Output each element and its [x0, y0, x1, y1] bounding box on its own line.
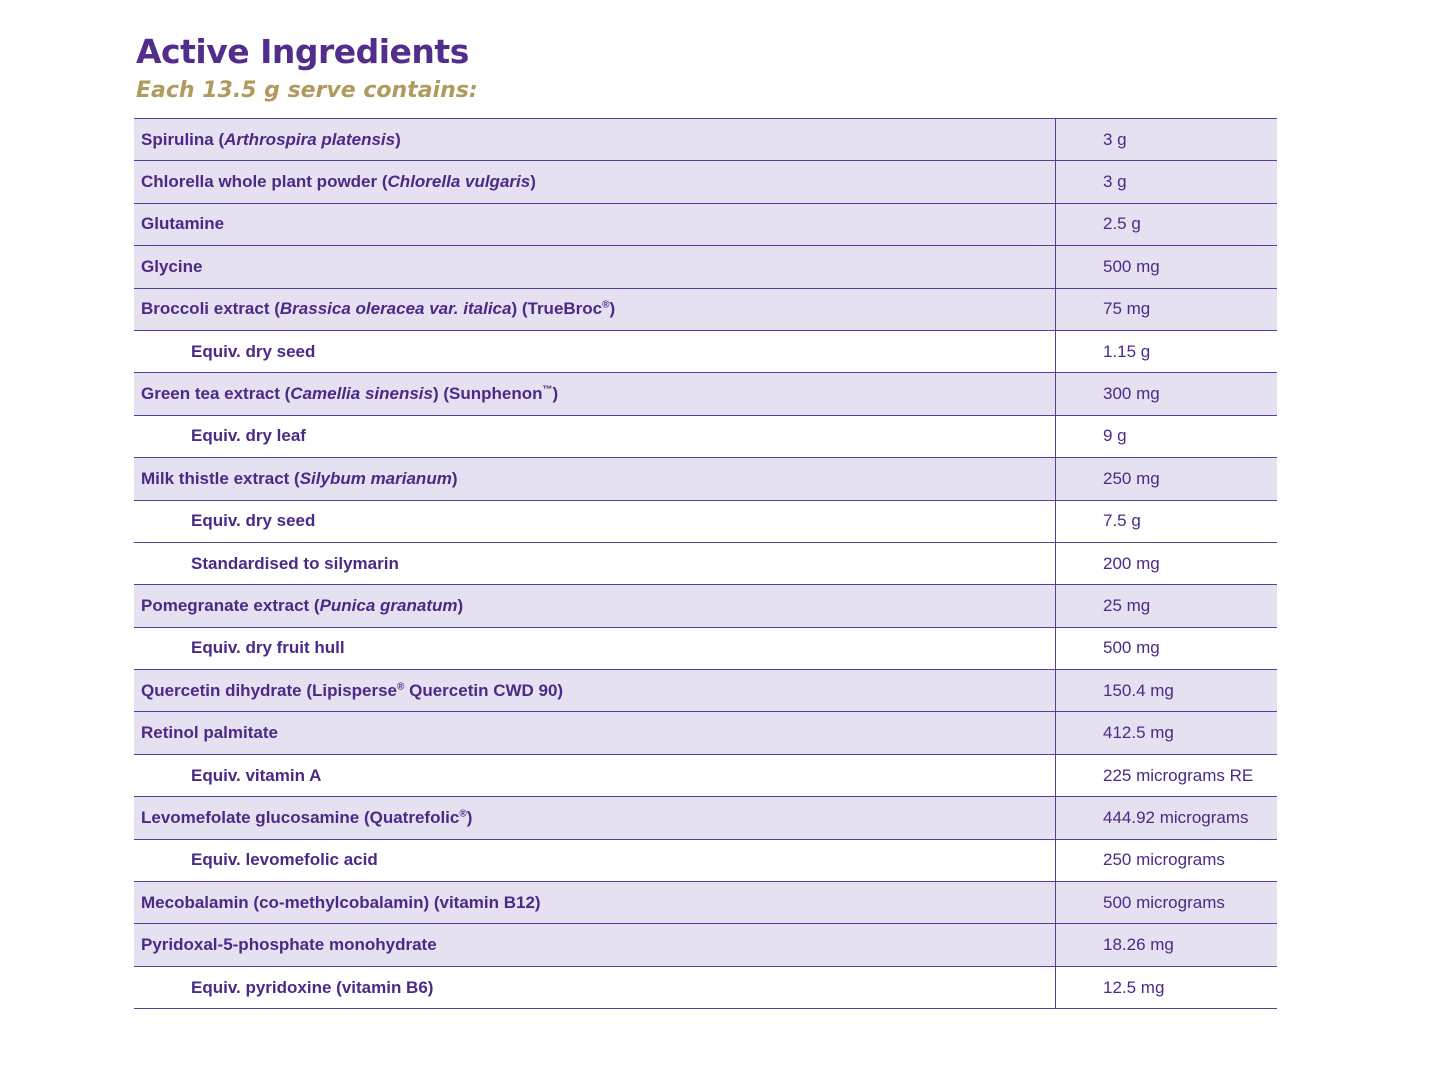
ingredient-name-text: Broccoli extract (	[141, 299, 280, 319]
ingredient-name-text: Equiv. dry seed	[191, 511, 316, 531]
ingredient-name-text: Glycine	[141, 256, 203, 276]
ingredient-row	[134, 246, 1277, 288]
ingredient-name-text: Glutamine	[141, 214, 225, 234]
botanical-name: Brassica oleracea var. italica	[279, 299, 512, 319]
ingredient-name	[134, 585, 1056, 627]
ingredient-amount: 3 g	[1056, 161, 1278, 203]
ingredient-amount: 250 mg	[1056, 458, 1278, 500]
ingredient-amount: 3 g	[1056, 119, 1278, 161]
ingredient-name-text: )	[552, 384, 559, 404]
ingredient-amount: 500 micrograms	[1056, 882, 1278, 924]
ingredient-amount: 300 mg	[1056, 373, 1278, 415]
ingredient-row	[134, 882, 1277, 924]
ingredient-row	[134, 119, 1277, 161]
ingredient-name	[134, 542, 1056, 584]
ingredient-name	[134, 330, 1056, 372]
ingredient-sub-row	[134, 627, 1277, 669]
ingredient-name-text: Equiv. pyridoxine (vitamin B6)	[191, 977, 434, 997]
ingredient-name-text: Retinol palmitate	[141, 723, 278, 743]
ingredient-row	[134, 458, 1277, 500]
ingredient-row	[134, 373, 1277, 415]
ingredient-name	[134, 797, 1056, 839]
ingredient-amount: 500 mg	[1056, 246, 1278, 288]
ingredient-name	[134, 415, 1056, 457]
ingredient-amount: 9 g	[1056, 415, 1278, 457]
ingredient-name	[134, 161, 1056, 203]
ingredient-row	[134, 161, 1277, 203]
ingredient-row	[134, 924, 1277, 966]
ingredient-name-text: Milk thistle extract (	[141, 468, 300, 488]
ingredient-name	[134, 288, 1056, 330]
ingredient-name	[134, 712, 1056, 754]
ingredient-sub-row	[134, 839, 1277, 881]
ingredient-sub-row	[134, 542, 1277, 584]
ingredient-name-text: Pyridoxal-5-phosphate monohydrate	[141, 935, 437, 955]
trademark-symbol: ®	[397, 681, 405, 693]
ingredient-name-text: ) (Sunphenon	[432, 384, 543, 404]
ingredient-row	[134, 288, 1277, 330]
ingredient-name	[134, 458, 1056, 500]
ingredient-row	[134, 712, 1277, 754]
ingredient-amount: 7.5 g	[1056, 500, 1278, 542]
ingredient-amount: 18.26 mg	[1056, 924, 1278, 966]
ingredient-row	[134, 670, 1277, 712]
trademark-symbol: ®	[602, 299, 610, 311]
ingredient-name-text: )	[457, 595, 464, 615]
ingredient-sub-row	[134, 500, 1277, 542]
ingredient-row	[134, 585, 1277, 627]
ingredient-name-text: )	[466, 807, 473, 827]
ingredient-name-text: )	[530, 172, 536, 192]
botanical-name: Chlorella vulgaris	[387, 172, 531, 192]
ingredient-name	[134, 119, 1056, 161]
ingredient-name	[134, 500, 1056, 542]
ingredient-name	[134, 373, 1056, 415]
botanical-name: Silybum marianum	[299, 468, 452, 488]
ingredient-row	[134, 797, 1277, 839]
ingredient-name-text: Quercetin CWD 90)	[404, 680, 564, 700]
ingredient-name-text: Green tea extract (	[141, 384, 291, 404]
ingredient-amount: 150.4 mg	[1056, 670, 1278, 712]
ingredient-amount: 444.92 micrograms	[1056, 797, 1278, 839]
ingredient-name-text: Equiv. vitamin A	[191, 765, 322, 785]
trademark-symbol: ™	[542, 384, 553, 396]
ingredient-amount: 2.5 g	[1056, 203, 1278, 245]
botanical-name: Punica granatum	[319, 595, 458, 615]
ingredient-name	[134, 882, 1056, 924]
ingredient-name	[134, 839, 1056, 881]
serve-size-subtitle: Each 13.5 g serve contains:	[136, 78, 478, 103]
ingredient-name-text: Quercetin dihydrate (Lipisperse	[141, 680, 398, 700]
ingredients-table	[134, 118, 1277, 1009]
ingredient-sub-row	[134, 415, 1277, 457]
trademark-symbol: ®	[459, 808, 467, 820]
ingredient-name-text: Pomegranate extract (	[141, 595, 320, 615]
ingredient-amount: 25 mg	[1056, 585, 1278, 627]
ingredient-name-text: )	[395, 129, 401, 149]
ingredient-name-text: Equiv. dry leaf	[191, 426, 306, 446]
ingredient-name-text: ) (TrueBroc	[511, 299, 603, 319]
ingredient-name	[134, 966, 1056, 1008]
ingredient-amount: 225 micrograms RE	[1056, 754, 1278, 796]
ingredient-amount: 250 micrograms	[1056, 839, 1278, 881]
ingredient-sub-row	[134, 754, 1277, 796]
ingredient-name	[134, 924, 1056, 966]
page-title: Active Ingredients	[136, 32, 469, 71]
ingredient-name	[134, 203, 1056, 245]
botanical-name: Arthrospira platensis	[224, 129, 396, 149]
ingredient-name-text: Chlorella whole plant powder (	[141, 172, 388, 192]
ingredient-name	[134, 627, 1056, 669]
ingredient-sub-row	[134, 966, 1277, 1008]
ingredient-name-text: Equiv. dry seed	[191, 341, 316, 361]
ingredient-row	[134, 203, 1277, 245]
ingredient-name	[134, 754, 1056, 796]
ingredient-amount: 12.5 mg	[1056, 966, 1278, 1008]
ingredient-name-text: Levomefolate glucosamine (Quatrefolic	[141, 807, 460, 827]
botanical-name: Camellia sinensis	[290, 384, 433, 404]
ingredient-name-text: Mecobalamin (co-methylcobalamin) (vitamin B12)	[141, 892, 541, 912]
ingredient-name-text: Equiv. dry fruit hull	[191, 638, 345, 658]
ingredient-sub-row	[134, 330, 1277, 372]
ingredient-name-text: )	[451, 468, 458, 488]
ingredient-amount: 1.15 g	[1056, 330, 1278, 372]
ingredients-table-body	[134, 119, 1277, 1009]
ingredient-amount: 200 mg	[1056, 542, 1278, 584]
ingredient-name-text: )	[609, 299, 616, 319]
ingredient-name-text: Spirulina (	[141, 129, 225, 149]
ingredient-name	[134, 246, 1056, 288]
ingredient-amount: 500 mg	[1056, 627, 1278, 669]
ingredient-name-text: Equiv. levomefolic acid	[191, 850, 378, 870]
ingredient-name	[134, 670, 1056, 712]
ingredient-amount: 412.5 mg	[1056, 712, 1278, 754]
ingredient-amount: 75 mg	[1056, 288, 1278, 330]
ingredient-name-text: Standardised to silymarin	[191, 553, 399, 573]
